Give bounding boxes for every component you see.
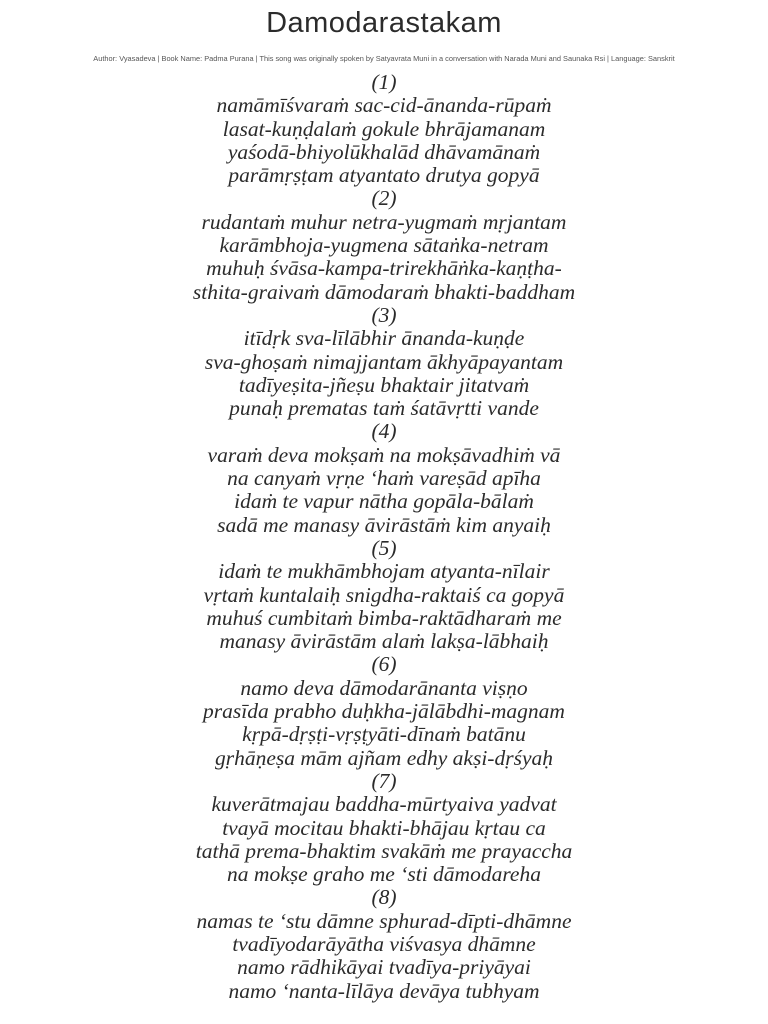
verse-3 [0, 304, 768, 420]
verse-line: namo deva dāmodarānanta viṣṇo [240, 675, 528, 700]
verse-line: lasat-kuṇḍalaṁ gokule bhrājamanam [222, 116, 546, 141]
verse-line: karāmbhoja-yugmena sātaṅka-netram [219, 233, 549, 258]
verse-line: varaṁ deva mokṣaṁ na mokṣāvadhiṁ vā [207, 442, 561, 467]
verse-5 [0, 537, 768, 653]
verse-line: namāmīśvaraṁ sac-cid-ānanda-rūpaṁ [216, 93, 552, 118]
verse-number: (2) [371, 186, 397, 211]
verse-line: yaśodā-bhiyolūkhalād dhāvamānaṁ [227, 139, 541, 164]
verse-line: namo ‘nanta-līlāya devāya tubhyam [228, 978, 540, 1003]
verse-line: namas te ‘stu dāmne sphurad-dīpti-dhāmne [196, 908, 572, 933]
verse-1 [0, 71, 768, 187]
verse-line: tathā prema-bhaktim svakāṁ me prayaccha [195, 838, 573, 863]
verse-2 [0, 187, 768, 303]
verse-number: (8) [371, 885, 397, 910]
verse-6 [0, 653, 768, 769]
language-label: Language: [611, 54, 646, 63]
verse-line: namo rādhikāyai tvadīya-priyāyai [237, 955, 531, 980]
book-label: Book Name: [161, 54, 203, 63]
verse-line: parāmṛṣṭam atyantato drutya gopyā [228, 163, 540, 188]
verse-number: (3) [371, 302, 397, 327]
verse-7 [0, 770, 768, 886]
language-value: Sanskrit [648, 54, 675, 63]
author-label: Author: [93, 54, 118, 63]
verse-line: punaḥ prematas taṁ śatāvṛtti vande [229, 396, 539, 421]
origin-note: This song was originally spoken by Satyavrata Muni in a conversation with Narada Muni and Saunaka Rsi [259, 54, 605, 63]
verse-line: sthita-graivaṁ dāmodaraṁ bhakti-baddham [192, 279, 576, 304]
verse-number: (7) [371, 768, 397, 793]
book-value: Padma Purana [204, 54, 254, 63]
verse-8 [0, 886, 768, 1002]
author-value: Vyasadeva [119, 54, 156, 63]
verse-number: (4) [371, 419, 397, 444]
verse-line: idaṁ te mukhāmbhojam atyanta-nīlair [218, 559, 550, 584]
page-title: Damodarastakam [266, 7, 502, 39]
song-metadata: Author: Vyasadeva | Book Name: Padma Purana | This song was originally spoken by Satyavrata Muni in a conversation with Narada Muni and Saunaka Rsi | Language: Sanskrit [93, 54, 675, 63]
verse-line: vṛtaṁ kuntalaiḥ snigdha-raktaiś ca gopyā [203, 582, 565, 607]
verse-line: rudantaṁ muhur netra-yugmaṁ mṛjantam [201, 209, 567, 234]
verse-number: (1) [371, 70, 397, 94]
verse-line: idaṁ te vapur nātha gopāla-bālaṁ [234, 489, 534, 514]
verse-line: gṛhāṇeṣa mām ajñam edhy akṣi-dṛśyaḥ [215, 745, 553, 770]
verses-container [0, 71, 768, 1003]
verse-line: prasīda prabho duḥkha-jālābdhi-magnam [203, 699, 565, 724]
verse-line: sva-ghoṣaṁ nimajjantam ākhyāpayantam [204, 349, 564, 374]
verse-line: na mokṣe graho me ‘sti dāmodareha [227, 862, 541, 887]
verse-number: (5) [371, 535, 397, 560]
verse-line: itīdṛk sva-līlābhir ānanda-kuṇḍe [243, 326, 525, 351]
verse-line: tadīyeṣita-jñeṣu bhaktair jitatvaṁ [238, 372, 530, 397]
verse-number: (6) [371, 652, 397, 677]
verse-line: kuverātmajau baddha-mūrtyaiva yadvat [211, 792, 557, 817]
verse-line: sadā me manasy āvirāstāṁ kim anyaiḥ [217, 512, 551, 537]
verse-line: tvadīyodarāyātha viśvasya dhāmne [232, 931, 536, 956]
verse-line: tvayā mocitau bhakti-bhājau kṛtau ca [222, 815, 546, 840]
verse-line: manasy āvirāstām alaṁ lakṣa-lābhaiḥ [219, 629, 549, 654]
verse-line: kṛpā-dṛṣṭi-vṛṣṭyāti-dīnaṁ batānu [242, 722, 526, 747]
verse-line: muhuś cumbitaṁ bimba-raktādharaṁ me [206, 605, 562, 630]
verse-line: muhuḥ śvāsa-kampa-trirekhāṅka-kaṇṭha- [206, 256, 562, 281]
verse-4 [0, 420, 768, 536]
verse-line: na canyaṁ vṛṇe ‘haṁ vareṣād apīha [227, 466, 541, 491]
